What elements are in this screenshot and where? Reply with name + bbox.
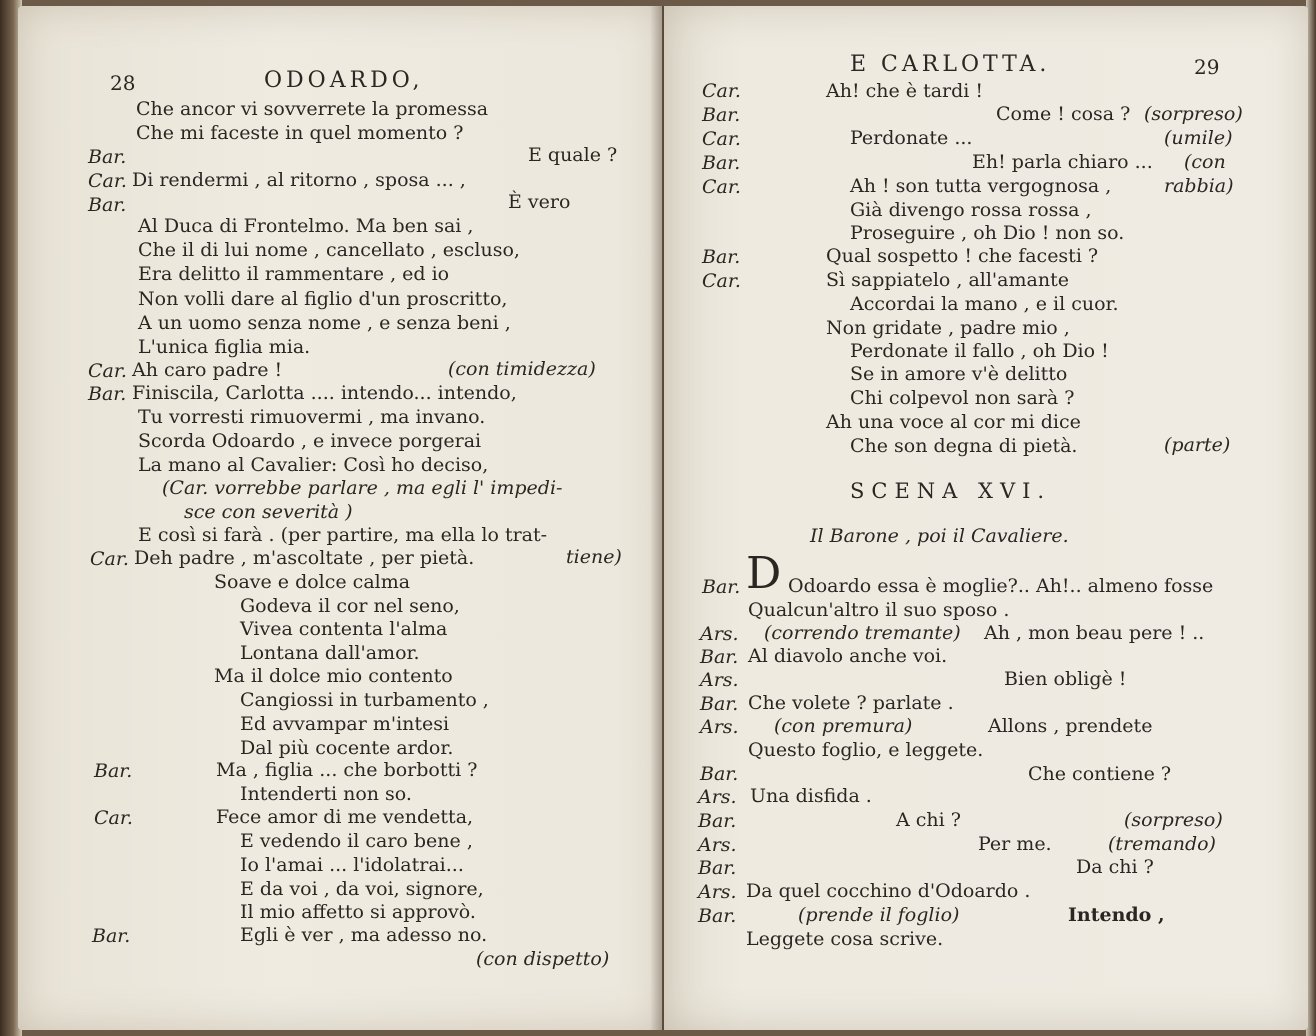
- speaker: Ars.: [700, 623, 739, 645]
- text-line: Che contiene ?: [1028, 763, 1172, 785]
- text-line: Ah , mon beau pere ! ..: [984, 622, 1205, 644]
- text-line: Odoardo essa è moglie?.. Ah!.. almeno fosse: [788, 575, 1214, 597]
- text-line: Per me.: [978, 833, 1052, 855]
- text-line: Ah una voce al cor mi dice: [826, 411, 1081, 433]
- speaker: Bar.: [702, 152, 741, 174]
- stage-direction: (sorpreso): [1124, 809, 1223, 831]
- text-line: L'unica figlia mia.: [138, 336, 311, 358]
- text-line: Leggete cosa scrive.: [746, 928, 944, 950]
- right-page: [664, 6, 1308, 1030]
- text-line: Scorda Odoardo , e invece porgerai: [138, 430, 482, 452]
- speaker: Car.: [90, 548, 129, 570]
- speaker: Bar.: [92, 925, 131, 947]
- speaker: Bar.: [700, 763, 739, 785]
- text-line: Cangiossi in turbamento ,: [240, 689, 489, 711]
- text-line: Che son degna di pietà.: [850, 435, 1078, 457]
- text-line: Allons , prendete: [988, 715, 1153, 737]
- speaker: Bar.: [700, 693, 739, 715]
- stage-direction: (umile): [1164, 127, 1233, 149]
- text-line: Deh padre , m'ascoltate , per pietà.: [134, 547, 475, 569]
- text-line: Proseguire , oh Dio ! non so.: [850, 222, 1125, 244]
- page-number-left: 28: [110, 71, 136, 95]
- speaker: Car.: [702, 128, 741, 150]
- text-line: Ma il dolce mio contento: [214, 665, 453, 687]
- speaker: Bar.: [702, 104, 741, 126]
- speaker: Bar.: [94, 760, 133, 782]
- text-line: Accordai la mano , e il cuor.: [850, 293, 1119, 315]
- text-line: Lontana dall'amor.: [240, 642, 420, 664]
- scene-title: SCENA XVI.: [850, 479, 1052, 503]
- running-header-left: ODOARDO,: [264, 68, 424, 93]
- text-line: Ah! che è tardi !: [826, 80, 984, 102]
- speaker: Ars.: [698, 881, 737, 903]
- text-line: Perdonate il fallo , oh Dio !: [850, 340, 1109, 362]
- speaker: Bar.: [702, 246, 741, 268]
- speaker: Bar.: [88, 383, 127, 405]
- stage-direction: sce con severità ): [184, 501, 353, 523]
- text-line: Che ancor vi sovverrete la promessa: [136, 98, 489, 120]
- speaker: Ars.: [698, 834, 737, 856]
- speaker: Bar.: [88, 146, 127, 168]
- speaker: Car.: [88, 360, 127, 382]
- running-header-right: E CARLOTTA.: [850, 52, 1051, 77]
- text-line: È vero: [508, 191, 571, 213]
- stage-direction: (con premura): [774, 715, 913, 737]
- text-line: Che il di lui nome , cancellato , escluso,: [138, 239, 520, 261]
- stage-direction: (prende il foglio): [798, 904, 960, 926]
- text-line: Chi colpevol non sarà ?: [850, 387, 1075, 409]
- text-line: Non volli dare al figlio d'un proscritto,: [138, 288, 508, 310]
- text-line: Ma , figlia ... che borbotti ?: [216, 759, 478, 781]
- text-line: Se in amore v'è delitto: [850, 363, 1068, 385]
- stage-direction: (parte): [1164, 434, 1231, 456]
- text-line: Ah caro padre !: [132, 359, 283, 381]
- text-line: Eh! parla chiaro ...: [972, 151, 1153, 173]
- speaker: Car.: [88, 170, 127, 192]
- text-line: Al diavolo anche voi.: [748, 645, 948, 667]
- speaker: Car.: [702, 176, 741, 198]
- stage-direction: rabbia): [1164, 175, 1234, 197]
- text-line: Da quel cocchino d'Odoardo .: [746, 880, 1031, 902]
- text-line: E da voi , da voi, signore,: [240, 878, 484, 900]
- text-line: Come ! cosa ?: [996, 103, 1131, 125]
- text-line: La mano al Cavalier: Così ho deciso,: [138, 454, 489, 476]
- text-line: Che volete ? parlate .: [748, 692, 954, 714]
- text-line: Qual sospetto ! che facesti ?: [826, 245, 1099, 267]
- stage-direction: (con dispetto): [476, 948, 610, 970]
- speaker: Bar.: [702, 576, 741, 598]
- text-line: Una disfida .: [750, 785, 872, 807]
- text-line: Ed avvampar m'intesi: [240, 713, 450, 735]
- page-number-right: 29: [1194, 55, 1220, 79]
- stage-direction: (sorpreso): [1144, 103, 1243, 125]
- text-line: Finiscila, Carlotta .... intendo... intendo,: [132, 382, 517, 404]
- text-line: Io l'amai ... l'idolatrai...: [240, 854, 464, 876]
- speaker: Bar.: [698, 905, 737, 927]
- text-line: Qualcun'altro il suo sposo .: [748, 599, 1010, 621]
- stage-direction: tiene): [566, 546, 622, 568]
- text-line: E così si farà . (per partire, ma ella lo trat-: [138, 524, 548, 546]
- text-line: Al Duca di Frontelmo. Ma ben sai ,: [138, 215, 474, 237]
- text-line: Vivea contenta l'alma: [240, 618, 448, 640]
- text-line: E quale ?: [528, 144, 618, 166]
- text-line: Dal più cocente ardor.: [240, 737, 454, 759]
- text-line: Ah ! son tutta vergognosa ,: [850, 175, 1112, 197]
- text-line: Questo foglio, e leggete.: [748, 739, 984, 761]
- stage-direction: (Car. vorrebbe parlare , ma egli l' impedi-: [162, 477, 563, 499]
- text-line: Sì sappiatelo , all'amante: [826, 269, 1069, 291]
- speaker: Bar.: [698, 857, 737, 879]
- text-line: Tu vorresti rimuovermi , ma invano.: [138, 406, 486, 428]
- speaker: Ars.: [700, 669, 739, 691]
- speaker: Bar.: [698, 810, 737, 832]
- text-line: Perdonate ...: [850, 127, 973, 149]
- stage-direction: (con timidezza): [448, 358, 596, 380]
- text-line: Da chi ?: [1076, 856, 1154, 878]
- speaker: Car.: [702, 80, 741, 102]
- text-line: Soave e dolce calma: [214, 571, 411, 593]
- scene-subtitle: Il Barone , poi il Cavaliere.: [810, 525, 1069, 547]
- text-line: Intendo ,: [1068, 904, 1165, 926]
- left-page: [18, 6, 662, 1030]
- text-line: A un uomo senza nome , e senza beni ,: [138, 312, 511, 334]
- text-line: A chi ?: [896, 809, 961, 831]
- text-line: Godeva il cor nel seno,: [240, 595, 460, 617]
- text-line: Fece amor di me vendetta,: [216, 806, 474, 828]
- text-line: Il mio affetto si approvò.: [240, 901, 476, 923]
- stage-direction: (tremando): [1108, 833, 1216, 855]
- speaker: Ars.: [698, 786, 737, 808]
- stage-direction: (con: [1184, 151, 1226, 173]
- text-line: Che mi faceste in quel momento ?: [136, 122, 464, 144]
- text-line: Bien obligè !: [1004, 668, 1127, 690]
- speaker: Car.: [702, 270, 741, 292]
- text-line: Non gridate , padre mio ,: [826, 317, 1070, 339]
- stage-direction: (correndo tremante): [764, 622, 961, 644]
- text-line: Già divengo rossa rossa ,: [850, 199, 1092, 221]
- text-line: Intenderti non so.: [240, 783, 412, 805]
- speaker: Bar.: [700, 646, 739, 668]
- text-line: Di rendermi , al ritorno , sposa ... ,: [132, 169, 466, 191]
- speaker: Ars.: [700, 716, 739, 738]
- speaker: Bar.: [88, 194, 127, 216]
- speaker: Car.: [94, 807, 133, 829]
- text-line: Era delitto il rammentare , ed io: [138, 263, 450, 285]
- drop-cap: D: [746, 548, 782, 599]
- text-line: E vedendo il caro bene ,: [240, 830, 473, 852]
- text-line: Egli è ver , ma adesso no.: [240, 924, 488, 946]
